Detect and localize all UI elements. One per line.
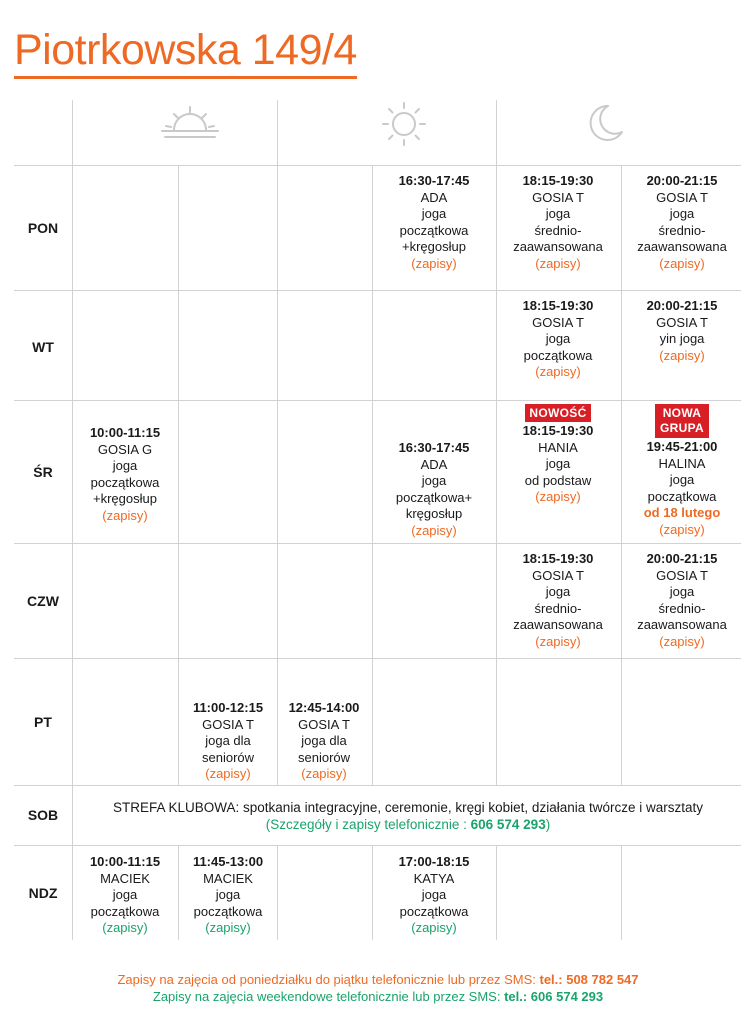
grid-line <box>372 845 373 940</box>
footer-weekend-signup <box>0 988 756 1005</box>
class-type: +kręgosłup <box>402 239 466 254</box>
class-time: 17:00-18:15 <box>398 854 470 869</box>
class-type: średnio- <box>658 222 706 238</box>
club-zone-info <box>72 799 744 833</box>
instructor-name: GOSIA T <box>202 716 254 732</box>
signup-link[interactable]: (zapisy) <box>411 522 457 538</box>
class-type: średnio- <box>534 222 582 238</box>
class-time: 18:15-19:30 <box>522 423 594 438</box>
instructor-name: ADA <box>420 456 448 472</box>
day-label-sob: SOB <box>27 807 59 823</box>
class-type: joga <box>669 584 695 599</box>
moon-icon <box>580 100 628 148</box>
footer-weekday-phone[interactable]: tel.: 508 782 547 <box>539 972 639 987</box>
grid-line <box>496 100 497 785</box>
class-time: 11:45-13:00 <box>192 854 264 869</box>
instructor-name: GOSIA T <box>656 567 708 583</box>
class-time: 16:30-17:45 <box>398 173 470 188</box>
signup-link[interactable]: (zapisy) <box>205 766 251 781</box>
grid-line <box>14 290 741 291</box>
instructor-name: ADA <box>420 189 448 205</box>
class-type: średnio- <box>658 600 706 616</box>
grid-line <box>14 543 741 544</box>
signup-link[interactable]: (zapisy) <box>205 920 251 935</box>
day-label-ndz: NDZ <box>28 885 58 901</box>
class-slot-wt-2000 <box>622 298 742 364</box>
signup-link[interactable]: (zapisy) <box>659 255 705 271</box>
instructor-name: GOSIA T <box>532 567 584 583</box>
grid-line <box>14 845 741 846</box>
class-slot-wt-1815 <box>498 298 618 381</box>
class-type: od podstaw <box>524 472 592 488</box>
grid-line <box>14 785 741 786</box>
grid-line <box>496 845 497 940</box>
class-time: 18:15-19:30 <box>522 298 594 313</box>
day-label-pon: PON <box>27 220 59 236</box>
signup-link[interactable]: (zapisy) <box>535 255 581 271</box>
class-type: średnio- <box>534 600 582 616</box>
class-time: 20:00-21:15 <box>646 551 718 566</box>
class-slot-sr-1000 <box>65 425 185 524</box>
instructor-name: HANIA <box>538 439 578 455</box>
instructor-name: GOSIA T <box>656 314 708 330</box>
class-time: 20:00-21:15 <box>646 173 718 188</box>
footer-weekend-text: Zapisy na zajęcia weekendowe telefonicznie lub przez SMS: <box>152 989 505 1004</box>
class-type: seniorów <box>201 749 255 765</box>
signup-link[interactable]: (zapisy) <box>659 347 705 363</box>
grid-line <box>14 658 741 659</box>
day-label-pt: PT <box>34 714 52 730</box>
signup-link[interactable]: (zapisy) <box>535 364 581 379</box>
phone-number[interactable]: 606 574 293 <box>470 817 546 832</box>
day-label-czw: CZW <box>27 593 59 609</box>
class-slot-sr-1815 <box>498 404 618 506</box>
grid-line <box>14 400 741 401</box>
class-type: joga <box>669 206 695 221</box>
class-time: 18:15-19:30 <box>522 173 594 188</box>
class-type: joga <box>669 472 695 487</box>
signup-link[interactable]: (zapisy) <box>659 633 705 649</box>
instructor-name: HALINA <box>658 455 706 471</box>
details-prefix: (Szczegóły i zapisy telefonicznie : <box>265 817 471 832</box>
class-time: 10:00-11:15 <box>89 425 161 440</box>
grid-line <box>14 165 741 166</box>
class-type: początkowa <box>193 903 263 919</box>
new-badge: NOWOŚĆ <box>525 404 590 422</box>
instructor-name: GOSIA T <box>532 189 584 205</box>
class-time: 11:00-12:15 <box>192 700 264 715</box>
instructor-name: MACIEK <box>203 870 253 886</box>
details-suffix: ) <box>545 817 551 832</box>
new-group-badge <box>655 404 709 438</box>
class-slot-czw-1815 <box>498 551 618 650</box>
grid-line <box>372 165 373 785</box>
footer-weekend-phone[interactable]: tel.: 606 574 293 <box>504 989 604 1004</box>
class-type: początkowa+ <box>395 489 473 505</box>
class-time: 18:15-19:30 <box>522 551 594 566</box>
class-slot-pon-2000 <box>622 173 742 272</box>
signup-link[interactable]: (zapisy) <box>535 489 581 504</box>
class-type: joga <box>545 331 571 346</box>
class-slot-pon-1815 <box>498 173 618 272</box>
class-slot-ndz-1145 <box>168 854 288 937</box>
signup-link[interactable]: (zapisy) <box>301 766 347 781</box>
class-time: 19:45-21:00 <box>646 439 718 454</box>
club-zone-description: STREFA KLUBOWA: spotkania integracyjne, ceremonie, kręgi kobiet, działania twórcze i warsztaty <box>113 800 703 815</box>
class-type: joga <box>421 206 447 221</box>
class-type: +kręgosłup <box>93 491 157 506</box>
class-type: joga <box>421 473 447 488</box>
class-type: joga <box>545 584 571 599</box>
class-slot-sr-1945 <box>622 404 742 538</box>
signup-link[interactable]: (zapisy) <box>102 920 148 935</box>
class-slot-sr-1630 <box>374 440 494 539</box>
badge-line: GRUPA <box>660 421 704 435</box>
class-type: joga <box>545 206 571 221</box>
instructor-name: GOSIA T <box>532 314 584 330</box>
signup-link[interactable]: (zapisy) <box>659 521 705 537</box>
signup-link[interactable]: (zapisy) <box>411 920 457 935</box>
class-time: 12:45-14:00 <box>288 700 360 715</box>
grid-line <box>621 845 622 940</box>
page-title: Piotrkowska 149/4 <box>14 26 357 79</box>
footer-weekday-text: Zapisy na zajęcia od poniedziałku do piątku telefonicznie lub przez SMS: <box>117 972 540 987</box>
class-type: początkowa <box>647 488 717 504</box>
class-slot-czw-2000 <box>622 551 742 650</box>
class-slot-ndz-1700 <box>374 854 494 937</box>
day-label-wt: WT <box>32 339 54 355</box>
class-type: kręgosłup <box>405 506 463 521</box>
class-slot-ndz-1000 <box>65 854 185 937</box>
class-slot-pon-1630 <box>374 173 494 272</box>
class-type: początkowa <box>399 222 469 238</box>
class-type: zaawansowana <box>513 617 603 632</box>
signup-link[interactable]: (zapisy) <box>102 507 148 523</box>
class-type: zaawansowana <box>637 617 727 632</box>
class-type: początkowa <box>90 474 160 490</box>
sunrise-icon <box>160 104 220 144</box>
class-type: joga <box>112 887 138 902</box>
class-slot-pt-1245 <box>264 700 384 783</box>
class-type: joga <box>112 458 138 473</box>
instructor-name: MACIEK <box>100 870 150 886</box>
class-type: zaawansowana <box>637 239 727 254</box>
class-type: początkowa <box>399 903 469 919</box>
footer-weekday-signup <box>0 971 756 988</box>
class-type: początkowa <box>90 903 160 919</box>
class-type: joga dla <box>205 733 251 748</box>
class-type: początkowa <box>523 347 593 363</box>
class-time: 20:00-21:15 <box>646 298 718 313</box>
class-time: 10:00-11:15 <box>89 854 161 869</box>
signup-link[interactable]: (zapisy) <box>411 255 457 271</box>
class-type: joga <box>215 887 241 902</box>
instructor-name: GOSIA T <box>656 189 708 205</box>
club-zone-details <box>266 817 550 832</box>
badge-line: NOWA <box>662 406 702 420</box>
instructor-name: GOSIA G <box>97 441 153 457</box>
signup-link[interactable]: (zapisy) <box>535 633 581 649</box>
class-type: yin joga <box>659 331 705 346</box>
grid-line <box>277 100 278 785</box>
class-type: joga dla <box>301 733 347 748</box>
instructor-name: GOSIA T <box>298 716 350 732</box>
instructor-name: KATYA <box>413 870 455 886</box>
day-label-sr: ŚR <box>33 464 53 480</box>
class-time: 16:30-17:45 <box>398 440 470 455</box>
class-type: joga <box>545 456 571 471</box>
class-type: joga <box>421 887 447 902</box>
start-date: od 18 lutego <box>643 505 721 520</box>
class-type: zaawansowana <box>513 239 603 254</box>
class-type: seniorów <box>297 749 351 765</box>
sun-icon <box>380 100 428 148</box>
